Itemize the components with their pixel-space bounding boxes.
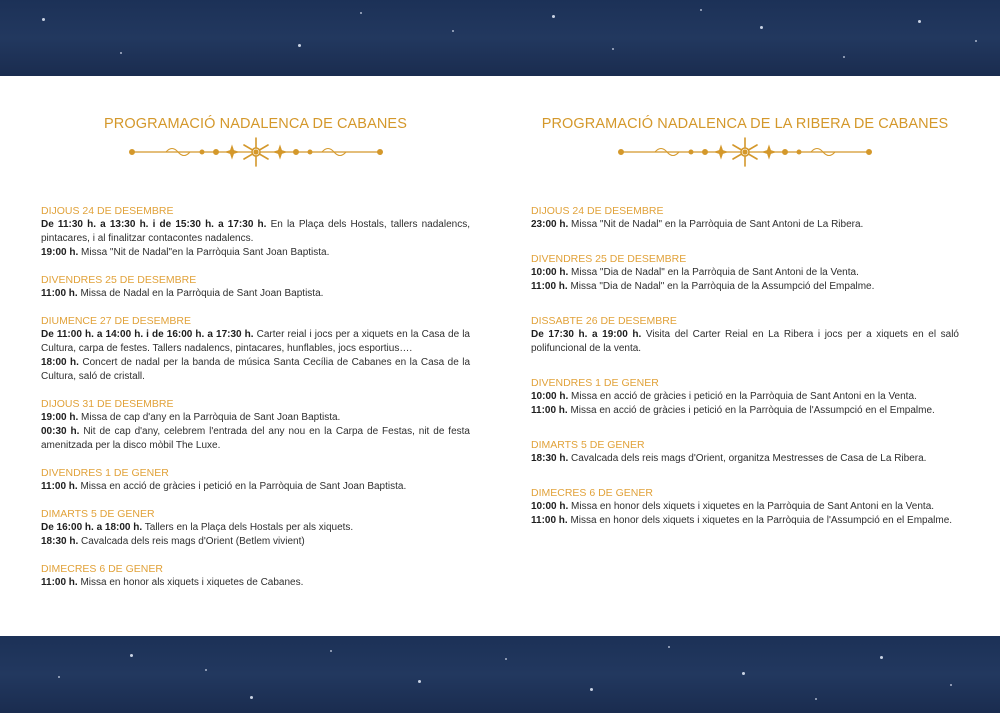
event-line [41,576,470,590]
event-description: Missa en honor dels xiquets i xiquetes en la Parròquia de l'Assumpció en el Empalme. [567,515,953,526]
event-time: 18:00 h. [41,357,79,368]
event-line [531,280,959,294]
event-line [531,218,959,232]
event-item [41,562,470,590]
event-line [531,452,959,466]
event-date: DIMARTS 5 DE GENER [41,508,155,520]
event-line [41,328,470,356]
snowflake-ornament-icon [126,136,386,168]
ribera-event-list [531,204,959,541]
event-time: De 17:30 h. a 19:00 h. [531,329,642,340]
event-item [531,252,959,294]
event-line [531,500,959,514]
event-line [531,390,959,404]
event-description: Cavalcada dels reis mags d'Orient (Betlem vivient) [78,536,305,547]
event-time: 11:00 h. [41,577,78,588]
event-description: Carter reial i jocs per a xiquets en la Casa de la Cultura, carpa de festes. Tallers nadalencs, pintacares, hunflables, jocs esportius…. [41,329,470,354]
event-line [41,480,470,494]
event-description: Missa en acció de gràcies i petició en la Parròquia de Sant Antoni en la Venta. [568,391,917,402]
event-time: De 11:00 h. a 14:00 h. i de 16:00 h. a 17:30 h. [41,329,254,340]
event-date: DIJOUS 31 DE DESEMBRE [41,398,174,410]
event-date: DIMARTS 5 DE GENER [531,439,645,451]
event-time: 23:00 h. [531,219,569,230]
bottom-starry-banner [0,636,1000,713]
event-description: Missa en honor dels xiquets i xiquetes en la Parròquia de Sant Antoni en la Venta. [568,501,935,512]
event-description: En la Plaça dels Hostals, tallers nadalencs, pintacares, i al finalitzar contacontes nadalencs. [41,219,470,244]
event-line [531,404,959,418]
event-time: 18:30 h. [41,536,79,547]
snowflake-ornament-icon [615,136,875,168]
event-item [531,314,959,356]
event-line [41,411,470,425]
event-description: Visita del Carter Reial en La Ribera i jocs per a xiquets en el saló polifuncional de la venta. [531,329,959,354]
ribera-programme-column [531,76,959,636]
event-line [41,535,470,549]
event-date: DIJOUS 24 DE DESEMBRE [41,205,174,217]
event-description: Concert de nadal per la banda de música Santa Cecília de Cabanes en la Casa de la Cultura, saló de cristall. [41,357,471,382]
event-description: Cavalcada dels reis mags d'Orient, organitza Mestresses de Casa de La Ribera. [568,453,927,464]
event-date: DIUMENCE 27 DE DESEMBRE [41,315,191,327]
event-time: 10:00 h. [531,267,569,278]
event-time: 11:00 h. [531,405,568,416]
event-description: Missa en honor als xiquets i xiquetes de Cabanes. [77,577,304,588]
event-description: Missa en acció de gràcies i petició en la Parròquia de l'Assumpció en el Empalme. [567,405,935,416]
event-description: Missa "Dia de Nadal" en la Parròquia de la Assumpció del Empalme. [567,281,875,292]
event-time: De 16:00 h. a 18:00 h. [41,522,143,533]
event-line [41,425,470,453]
event-date: DIMECRES 6 DE GENER [41,563,163,575]
event-description: Nit de cap d'any, celebrem l'entrada del any nou en la Carpa de Festas, nit de festa amenitzada per la disco mòbil The Luxe. [41,426,470,451]
event-item [41,204,470,260]
cabanes-programme-column [41,76,470,636]
event-item [531,204,959,232]
event-time: 11:00 h. [531,515,568,526]
cabanes-programme-title: PROGRAMACIÓ NADALENCA DE CABANES [104,116,407,132]
event-description: Missa "Dia de Nadal" en la Parròquia de Sant Antoni de la Venta. [568,267,859,278]
event-description: Missa "Nit de Nadal"en la Parròquia Sant Joan Baptista. [78,247,330,258]
event-item [41,273,470,301]
cabanes-event-list [41,204,470,603]
event-description: Tallers en la Plaça dels Hostals per als xiquets. [142,522,354,533]
event-time: 19:00 h. [41,247,79,258]
event-date: DIVENDRES 25 DE DESEMBRE [41,274,197,286]
event-date: DIJOUS 24 DE DESEMBRE [531,205,664,217]
event-item [41,397,470,453]
event-line [41,246,470,260]
event-date: DIMECRES 6 DE GENER [531,487,653,499]
event-date: DIVENDRES 25 DE DESEMBRE [531,253,687,265]
event-line [531,328,959,356]
event-date: DIVENDRES 1 DE GENER [41,467,169,479]
event-time: 11:00 h. [41,288,78,299]
event-line [531,514,959,528]
event-description: Missa de Nadal en la Parròquia de Sant Joan Baptista. [77,288,324,299]
event-date: DISSABTE 26 DE DESEMBRE [531,315,677,327]
event-item [531,438,959,466]
event-time: 11:00 h. [531,281,568,292]
ribera-programme-title: PROGRAMACIÓ NADALENCA DE LA RIBERA DE CABANES [541,116,949,132]
top-starry-banner [0,0,1000,76]
event-time: De 11:30 h. a 13:30 h. i de 15:30 h. a 17:30 h. [41,219,267,230]
event-description: Missa "Nit de Nadal" en la Parròquia de Sant Antoni de La Ribera. [568,219,864,230]
event-item [41,314,470,384]
event-line [41,287,470,301]
event-time: 18:30 h. [531,453,569,464]
event-item [531,486,959,528]
event-line [41,356,470,384]
event-line [531,266,959,280]
event-line [41,521,470,535]
event-item [531,376,959,418]
event-description: Missa en acció de gràcies i petició en la Parròquia de Sant Joan Baptista. [77,481,407,492]
event-item [41,466,470,494]
event-time: 19:00 h. [41,412,79,423]
event-time: 10:00 h. [531,391,569,402]
event-time: 00:30 h. [41,426,80,437]
event-line [41,218,470,246]
event-date: DIVENDRES 1 DE GENER [531,377,659,389]
event-description: Missa de cap d'any en la Parròquia de Sant Joan Baptista. [78,412,341,423]
event-item [41,507,470,549]
event-time: 10:00 h. [531,501,569,512]
event-time: 11:00 h. [41,481,78,492]
